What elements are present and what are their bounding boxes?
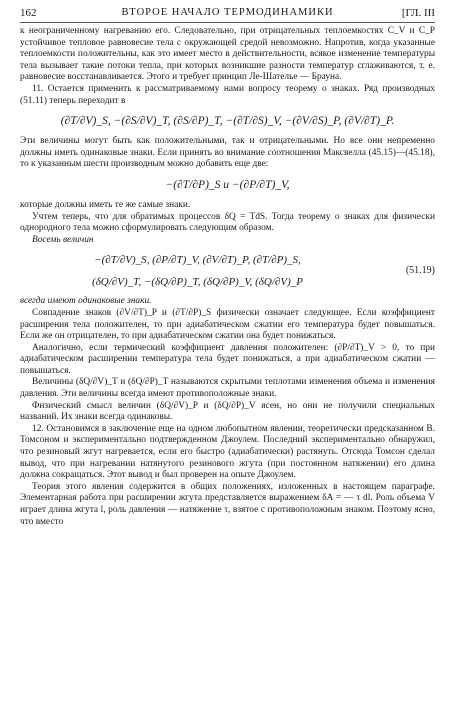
paragraph-6: всегда имеют одинаковые знаки. — [20, 296, 152, 307]
running-header — [20, 6, 435, 23]
paragraph-10: Физический смысл величин (δQ/∂V)_P и (δQ/∂P)_V ясен, но они не получили специальных названий. Их знаки всегда одинаковы. — [20, 400, 435, 423]
book-page — [20, 6, 435, 706]
paragraph-12: Теория этого явления содержится в общих положениях, изложенных в настоящем параграфе. Элементарная работа при расширении жгута представляется выражением δA = — τ dl. Роль объема V играет длина жгута l, роль давления — натяжение τ, взятое с противоположным знаком. Поэтому ясно, что вместо — [20, 481, 435, 527]
equation-six-derivatives: (∂T/∂V)_S, −(∂S/∂V)_T, (∂S/∂P)_T, −(∂T/∂S)_V, −(∂V/∂S)_P, (∂V/∂T)_P. — [60, 115, 395, 128]
paragraph-11: 12. Остановимся в заключение еще на одном любопытном явлении, теоретически предсказанном В. Томсоном и экспериментально подтвержденном Джоулем. Последний экспериментально обнаружил, что резиновый жгут нагревается, если его быстро (адиабатически) растянуть. Отсюда Томсон сделал вывод, что при нагревании натянутого резинового жгута (при постоянном натяжении) его длина должна сокращаться. Этот вывод и был проверен на опыте Джоулем. — [20, 423, 435, 481]
paragraph-8: Аналогично, если термический коэффициент давления положителен: (∂P/∂T)_V > 0, то при адиабатическом расширении температура тела будет понижаться, а при адиабатическом сжатии — повышаться. — [20, 342, 435, 376]
page-number: 162 — [20, 7, 37, 19]
equation-number: (51.19) — [405, 265, 435, 277]
paragraph-7: Совпадение знаков (∂V/∂T)_P и (∂T/∂P)_S физически означает следующее. Если коэффициент расширения тела положителен, то при адиабатическом сжатии его температура будет повышаться. Если же он отрицателен, то при адиабатическом сжатии она будет понижаться. — [20, 307, 435, 342]
equation-two-derivatives: −(∂T/∂P)_S и −(∂P/∂T)_V, — [165, 178, 290, 191]
paragraph-5: Учтем теперь, что для обратимых процессов δQ = TdS. Тогда теорему о знаках для физически однородного тела можно сформулировать следующим образом. — [20, 211, 435, 234]
paragraph-2: 11. Остается применить к рассматриваемому нами вопросу теорему о знаках. Ряд производных (51.11) теперь переходит в — [20, 83, 435, 106]
equation-51-19-row-2: (δQ/∂V)_T, −(δQ/∂P)_T, (δQ/∂P)_V, (δQ/∂V)_P — [92, 276, 303, 289]
running-title: ВТОРОЕ НАЧАЛО ТЕРМОДИНАМИКИ — [121, 7, 334, 18]
equation-51-19-row-1: −(∂T/∂V)_S, (∂P/∂T)_V, (∂V/∂T)_P, (∂T/∂P)_S, — [94, 254, 301, 267]
paragraph-9: Величины (δQ/∂V)_T и (δQ/∂P)_T называются скрытыми теплотами изменения объема и изменения давления. Эти величины всегда имеют противоположные знаки. — [20, 377, 435, 400]
equation-51-19 — [20, 249, 435, 293]
paragraph-5-italic: Восемь величин — [32, 234, 94, 245]
chapter-label: [ГЛ. III — [401, 7, 435, 19]
paragraph-4: которые должны иметь те же самые знаки. — [20, 199, 191, 210]
paragraph-3: Эти величины могут быть как положительными, так и отрицательными. Но все они непременно должны иметь одинаковые знаки. Если принять во внимание соотношения Максвелла (45.15)—(45.18), то к указанным шести производным можно добавить еще две: — [20, 136, 435, 170]
body-text — [20, 26, 435, 528]
paragraph-1: к неограниченному нагреванию его. Следовательно, при отрицательных теплоемкостях C_V и C_P устойчивое тепловое равновесие тела с окружающей средой невозможно. Напротив, когда указанные теплоемкости положительны, как это имеет место в действительности, всякое изменение температуры тела вызывает такие потоки тепла, при которых возникшие разности температур сглаживаются, т. е. равновесие восстанавливается. Этого и требует принцип Ле-Шателье — Брауна. — [20, 26, 435, 83]
